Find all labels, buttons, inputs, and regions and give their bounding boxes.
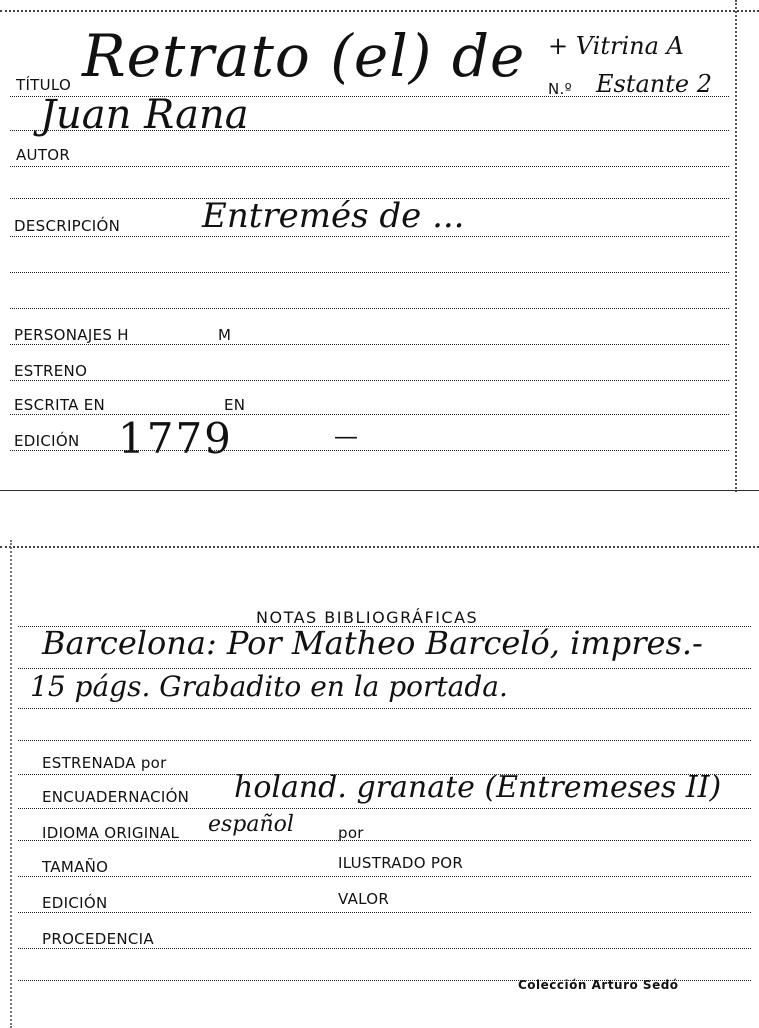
label-procedencia: PROCEDENCIA	[42, 930, 154, 948]
rule-personajes	[10, 344, 729, 345]
handwritten-estante: Estante 2	[596, 70, 712, 98]
handwritten-descripcion: Entremés de ...	[202, 196, 465, 236]
handwritten-notes-line1: Barcelona: Por Matheo Barceló, impres.-	[42, 624, 703, 662]
rule-encuadernacion	[18, 808, 751, 809]
card-edge-bottom	[0, 490, 759, 491]
card-back-edge-left	[10, 540, 12, 1028]
rule-tamano	[18, 876, 751, 877]
rule-descripcion	[10, 236, 729, 237]
rule-estreno	[10, 380, 729, 381]
rule-descripcion-3	[10, 308, 729, 309]
handwritten-notes-line2: 15 págs. Grabadito en la portada.	[30, 670, 508, 703]
rule-descripcion-2	[10, 272, 729, 273]
label-descripcion: DESCRIPCIÓN	[14, 217, 121, 235]
label-valor: VALOR	[338, 890, 390, 908]
label-en: EN	[224, 396, 246, 414]
handwritten-idioma: español	[208, 812, 294, 837]
card-back-edge-top	[0, 546, 759, 548]
label-personajes-h: PERSONAJES H	[14, 326, 129, 344]
label-edicion-back: EDICIÓN	[42, 894, 108, 912]
label-estrenada: ESTRENADA por	[42, 754, 167, 772]
handwritten-vitrina: + Vitrina A	[548, 32, 684, 60]
label-tamano: TAMAÑO	[42, 858, 109, 876]
catalog-card-front	[0, 0, 759, 492]
label-idioma: IDIOMA ORIGINAL	[42, 824, 180, 842]
notas-heading: NOTAS BIBLIOGRÁFICAS	[256, 608, 479, 627]
collection-stamp: Colección Arturo Sedó	[518, 978, 679, 992]
rule-autor	[10, 166, 729, 167]
rule-procedencia	[18, 948, 751, 949]
label-ilustrado: ILUSTRADO POR	[338, 854, 464, 872]
label-idioma-por: por	[338, 824, 364, 842]
handwritten-title-line2: Juan Rana	[40, 92, 249, 138]
rule-notas-4	[18, 740, 751, 741]
handwritten-edicion-year: 1779	[118, 414, 233, 463]
label-estreno: ESTRENO	[14, 362, 88, 380]
label-edicion: EDICIÓN	[14, 432, 80, 450]
label-escrita-en: ESCRITA EN	[14, 396, 106, 414]
rule-notas-3	[18, 708, 751, 709]
label-titulo: TÍTULO	[16, 76, 72, 94]
card-edge-right	[735, 0, 737, 492]
label-autor: AUTOR	[16, 146, 71, 164]
handwritten-encuadernacion: holand. granate (Entremeses II)	[234, 770, 722, 805]
rule-edicion-back	[18, 912, 751, 913]
handwritten-edicion-dash: —	[334, 422, 358, 450]
label-estante-number: N.º	[548, 80, 572, 98]
card-edge-top	[0, 10, 759, 12]
label-encuadernacion: ENCUADERNACIÓN	[42, 788, 190, 806]
catalog-card-back	[0, 540, 759, 1028]
rule-notas-2	[18, 668, 751, 669]
handwritten-title-line1: Retrato (el) de	[82, 22, 526, 90]
label-personajes-m: M	[218, 326, 232, 344]
